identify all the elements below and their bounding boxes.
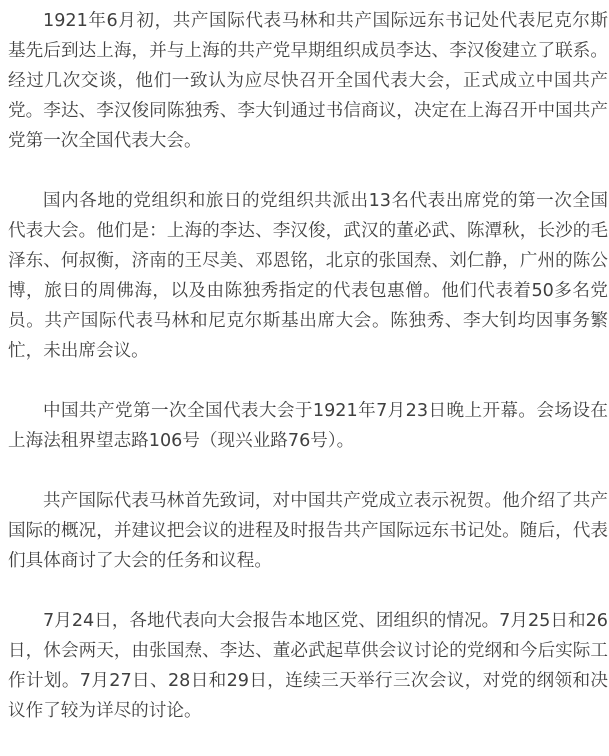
paragraph-sessions: 7月24日，各地代表向大会报告本地区党、团组织的情况。7月25日和26日，休会两天，由张国焘、李达、董必武起草供会议讨论的党纲和今后实际工作计划。7月27日、28日和29日，连续三天举行三次会议，对党的纲领和决议作了较为详尽的讨论。 <box>8 611 608 721</box>
paragraph-maring-speech: 共产国际代表马林首先致词，对中国共产党成立表示祝贺。他介绍了共产国际的概况，并建议把会议的进程及时报告共产国际远东书记处。随后，代表们具体商讨了大会的任务和议程。 <box>8 491 608 571</box>
paragraph-preparation: 1921年6月初，共产国际代表马林和共产国际远东书记处代表尼克尔斯基先后到达上海，并与上海的共产党早期组织成员李达、李汉俊建立了联系。经过几次交谈，他们一致认为应尽快召开全国代表大会，正式成立中国共产党。李达、李汉俊同陈独秀、李大钊通过书信商议，决定在上海召开中国共产党第一次全国代表大会。 <box>8 11 608 151</box>
paragraph-delegates: 国内各地的党组织和旅日的党组织共派出13名代表出席党的第一次全国代表大会。他们是：上海的李达、李汉俊，武汉的董必武、陈潭秋，长沙的毛泽东、何叔衡，济南的王尽美、邓恩铭，北京的张国焘、刘仁静，广州的陈公博，旅日的周佛海，以及由陈独秀指定的代表包惠僧。他们代表着50多名党员。共产国际代表马林和尼克尔斯基出席大会。陈独秀、李大钊均因事务繁忙，未出席会议。 <box>8 191 608 361</box>
paragraph-opening: 中国共产党第一次全国代表大会于1921年7月23日晚上开幕。会场设在上海法租界望志路106号（现兴业路76号）。 <box>8 401 608 451</box>
article-body <box>0 6 609 756</box>
